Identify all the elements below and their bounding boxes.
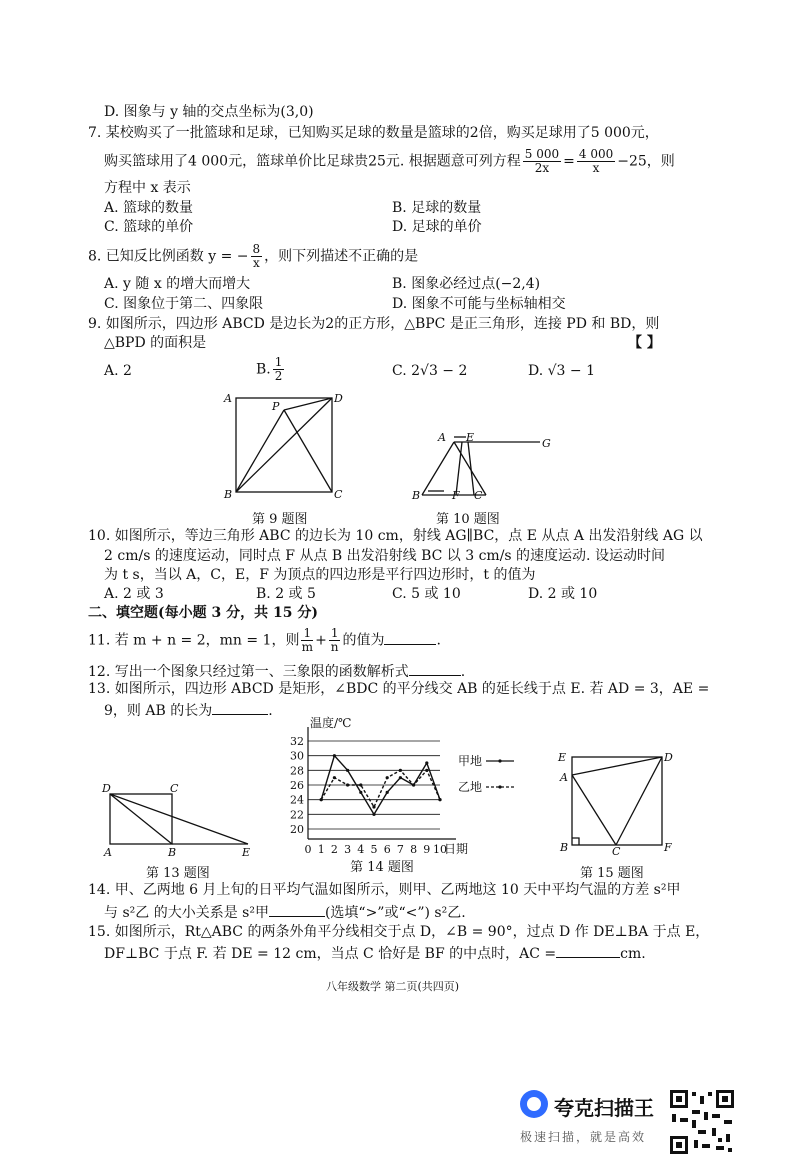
- fig15-label-a: A: [560, 771, 568, 784]
- chart-point-series1: [333, 754, 336, 757]
- q15-line2-pre: DF⊥BC 于点 F. 若 DE = 12 cm，当点 C 恰好是 BF 的中点时，AC =: [104, 946, 557, 962]
- chart-point-series1: [346, 769, 349, 772]
- chart-point-series2: [412, 783, 415, 786]
- fig10-side-ab: [422, 442, 454, 495]
- figure-15: [552, 745, 682, 858]
- q10-option-c: C. 5 或 10: [392, 586, 461, 602]
- fig10-label-e: E: [466, 431, 475, 444]
- q11-answer-blank[interactable]: [384, 630, 436, 645]
- q9-option-a: A. 2: [104, 363, 132, 379]
- q7-option-a: A. 篮球的数量: [104, 200, 194, 216]
- q9-option-b-fraction: $\frac{1}{2}$: [274, 355, 283, 383]
- fig9-label-d: D: [334, 392, 343, 405]
- q10-line1: 10. 如图所示，等边三角形 ABC 的边长为 10 cm，射线 AG∥BC，点 E 从点 A 出发沿射线 AG 以: [88, 528, 703, 544]
- fig15-caption: 第 15 题图: [580, 866, 644, 881]
- chart-legend-label: 甲地: [458, 754, 483, 768]
- chart-title-caption: 第 14 题图: [350, 860, 414, 875]
- fig13-bisector-de: [110, 794, 248, 844]
- chart-point-series2: [333, 776, 336, 779]
- q8-option-b: B. 图象必经过点(−2,4): [392, 276, 541, 292]
- chart-y-tick-label: 24: [290, 793, 304, 807]
- q10-option-d: D. 2 或 10: [528, 586, 598, 602]
- chart-y-axis-label: 温度/℃: [310, 716, 352, 730]
- section-2-title: 二、填空题(每小题 3 分，共 15 分): [88, 605, 318, 621]
- chart-x-tick-label: 1: [317, 843, 325, 856]
- q14-line2-pre: 与 s²乙 的大小关系是 s²甲: [104, 905, 269, 921]
- q14-answer-blank[interactable]: [269, 902, 325, 917]
- chart-point-series1: [359, 791, 362, 794]
- q14-line2-post: (选填“>”或“<”) s²乙.: [324, 905, 466, 921]
- q8-fraction: $\frac{8}{x}$: [252, 242, 261, 270]
- q9-answer-bracket: 【 】: [628, 335, 661, 351]
- q15-line2: [104, 943, 646, 963]
- q13-line1: 13. 如图所示，四边形 ABCD 是矩形，∠BDC 的平分线交 AB 的延长线于点 E. 若 AD = 3，AE =: [88, 681, 710, 697]
- q12-answer-blank[interactable]: [409, 661, 461, 676]
- chart-legend-label: 乙地: [458, 780, 483, 794]
- q10-line2: 2 cm/s 的速度运动，同时点 F 从点 B 出发沿射线 BC 以 3 cm/s 的速度运动. 设运动时间: [104, 548, 665, 564]
- figure-13: [100, 782, 260, 862]
- q9-line2: △BPD 的面积是: [104, 335, 207, 351]
- brand-name: 夸克扫描王: [554, 1096, 654, 1120]
- chart-point-series2: [425, 769, 428, 772]
- fig15-label-f: F: [664, 841, 672, 854]
- q13-line2: 9，则 AB 的长为 .: [104, 700, 273, 720]
- chart-point-series2: [320, 798, 323, 801]
- chart-series-line-2: [321, 770, 440, 807]
- q6-option-d: D. 图象与 y 轴的交点坐标为(3,0): [104, 104, 314, 120]
- q9-option-d: D. √3 − 1: [528, 363, 595, 379]
- q8-option-c: C. 图象位于第二、四象限: [104, 296, 264, 312]
- fig10-segment-ec: [468, 442, 474, 495]
- fig9-line-bd: [236, 398, 332, 492]
- q15-answer-blank[interactable]: [556, 943, 620, 958]
- chart-x-tick-label: 8: [410, 843, 418, 856]
- chart-x-tick-label: 6: [383, 843, 391, 856]
- q11-fraction-2: $\frac{1}{n}$: [330, 626, 339, 654]
- fig13-label-e: E: [242, 846, 251, 859]
- chart-point-series1: [399, 776, 402, 779]
- fig9-line-bp: [236, 410, 284, 492]
- chart-point-series2: [346, 783, 349, 786]
- q10-option-a: A. 2 或 3: [104, 586, 164, 602]
- fig10-label-g: G: [542, 437, 551, 450]
- fig10-label-a: A: [438, 431, 446, 444]
- q9-option-b: B. $\frac{1}{2}$: [256, 355, 283, 383]
- q8-stem-pre: 8. 已知反比例函数 y = −: [88, 248, 249, 265]
- fig15-label-d: D: [664, 751, 673, 764]
- fig9-label-p: P: [272, 400, 280, 413]
- q11-plus: +: [315, 632, 327, 649]
- q8-stem-post: ，则下列描述不正确的是: [264, 248, 419, 265]
- q12-stem: 12. 写出一个图象只经过第一、三象限的函数解析式 .: [88, 661, 465, 681]
- fig9-line-pd: [284, 398, 332, 410]
- q10-line3: 为 t s，当以 A，C，E，F 为顶点的四边形是平行四边形时，t 的值为: [104, 567, 536, 583]
- q7-fraction-1: $\frac{5 000}{2x}$: [524, 147, 560, 175]
- q7-line2: [104, 148, 675, 175]
- fig9-label-a: A: [224, 392, 232, 405]
- q7-line2-post: −25，则: [617, 153, 675, 170]
- figure-10: [410, 425, 560, 505]
- chart-point-series2: [399, 769, 402, 772]
- q7-line1: 7. 某校购买了一批篮球和足球，已知购买足球的数量是篮球的2倍，购买足球用了5 000元，: [88, 125, 659, 141]
- chart-y-tick-label: 20: [290, 823, 304, 836]
- chart-x-tick-label: 5: [370, 843, 378, 856]
- q8-option-a: A. y 随 x 的增大而增大: [104, 276, 251, 292]
- q7-option-d: D. 足球的单价: [392, 219, 482, 235]
- q14-line1: 14. 甲、乙两地 6 月上旬的日平均气温如图所示，则甲、乙两地这 10 天中平均气温的方差 s²甲: [88, 882, 681, 898]
- chart-point-series2: [438, 798, 441, 801]
- fig15-line-cd: [616, 757, 662, 845]
- q11-stem-post: 的值为: [342, 632, 385, 649]
- fig13-label-a: A: [104, 846, 112, 859]
- chart-figure-14: [280, 715, 520, 875]
- fig10-label-c: C: [474, 489, 483, 502]
- chart-point-series1: [386, 791, 389, 794]
- fig13-label-b: B: [168, 846, 177, 859]
- q15-line2-post: cm.: [620, 946, 646, 962]
- fig15-label-b: B: [560, 841, 569, 854]
- chart-legend-marker-2: [498, 785, 501, 788]
- q9-option-c: C. 2√3 − 2: [392, 363, 468, 379]
- chart-x-tick-label: 4: [357, 843, 365, 856]
- fig10-caption: 第 10 题图: [436, 512, 500, 527]
- fig15-line-ac: [572, 775, 616, 845]
- chart-legend-marker-1: [498, 759, 501, 762]
- q11-stem: 11. 若 m + n = 2，mn = 1，则 $\frac{1}{m}$ + $\frac{1}{n}$ 的值为 .: [88, 626, 441, 654]
- chart-y-tick-label: 30: [290, 749, 304, 763]
- chart-x-tick-label: 7: [396, 843, 404, 856]
- q10-option-b: B. 2 或 5: [256, 586, 316, 602]
- fig15-label-c: C: [612, 845, 621, 858]
- chart-point-series2: [359, 783, 362, 786]
- q7-option-b: B. 足球的数量: [392, 200, 482, 216]
- chart-x-tick-label: 9: [423, 843, 431, 856]
- q13-line2-text: 9，则 AB 的长为: [104, 703, 213, 719]
- q7-option-c: C. 篮球的单价: [104, 219, 194, 235]
- q8-stem: [88, 243, 418, 270]
- chart-y-tick-label: 28: [290, 764, 304, 778]
- q7-equals: =: [563, 153, 575, 170]
- fig15-line-ad: [572, 757, 662, 775]
- chart-point-series1: [425, 761, 428, 764]
- chart-x-axis-label: 日期: [444, 842, 469, 856]
- chart-y-tick-label: 26: [290, 779, 304, 792]
- chart-x-tick-label: 2: [330, 843, 338, 856]
- chart-x-tick-label: 3: [344, 843, 352, 856]
- q8-option-d: D. 图象不可能与坐标轴相交: [392, 296, 566, 312]
- fig9-label-c: C: [334, 488, 343, 501]
- brand-slogan: 极速扫描，就是高效: [520, 1130, 647, 1144]
- fig15-right-angle: [572, 838, 579, 845]
- chart-point-series2: [372, 805, 375, 808]
- fig9-label-b: B: [224, 488, 233, 501]
- fig13-caption: 第 13 题图: [146, 866, 210, 881]
- qr-code-icon: [668, 1088, 736, 1156]
- q9-line1: 9. 如图所示，四边形 ABCD 是边长为2的正方形，△BPC 是正三角形，连接 PD 和 BD，则: [88, 316, 660, 332]
- fig13-label-d: D: [102, 782, 111, 795]
- chart-point-series1: [372, 813, 375, 816]
- chart-y-tick-label: 32: [290, 735, 304, 748]
- fig10-label-b: B: [412, 489, 421, 502]
- q7-line3: 方程中 x 表示: [104, 180, 191, 196]
- fig13-diagonal-db: [110, 794, 172, 844]
- fig10-label-f: F: [452, 489, 460, 502]
- q11-fraction-1: $\frac{1}{m}$: [301, 626, 313, 654]
- figure-9: [220, 388, 350, 506]
- q13-answer-blank[interactable]: [212, 700, 268, 715]
- chart-x-tick-label: 0: [304, 843, 312, 856]
- page-footer: 八年级数学 第二页(共四页): [326, 980, 460, 993]
- fig13-label-c: C: [170, 782, 179, 795]
- fig15-label-e: E: [558, 751, 567, 764]
- q14-line2: [104, 902, 466, 922]
- quark-logo-icon: [520, 1090, 548, 1118]
- q7-fraction-2: $\frac{4 000}{x}$: [578, 147, 614, 175]
- chart-point-series2: [386, 776, 389, 779]
- q11-stem-pre: 11. 若 m + n = 2，mn = 1，则: [88, 632, 300, 649]
- q15-line1: 15. 如图所示，Rt△ABC 的两条外角平分线相交于点 D，∠B = 90°，过点 D 作 DE⊥BA 于点 E，: [88, 924, 710, 940]
- q7-line2-text: 购买篮球用了4 000元，篮球单价比足球贵25元. 根据题意可列方程: [104, 153, 521, 170]
- chart-x-tick-label: 10: [433, 843, 447, 856]
- fig15-square: [572, 757, 662, 845]
- fig9-caption: 第 9 题图: [252, 512, 308, 527]
- q12-stem-text: 12. 写出一个图象只经过第一、三象限的函数解析式: [88, 664, 409, 680]
- chart-y-tick-label: 22: [290, 808, 304, 822]
